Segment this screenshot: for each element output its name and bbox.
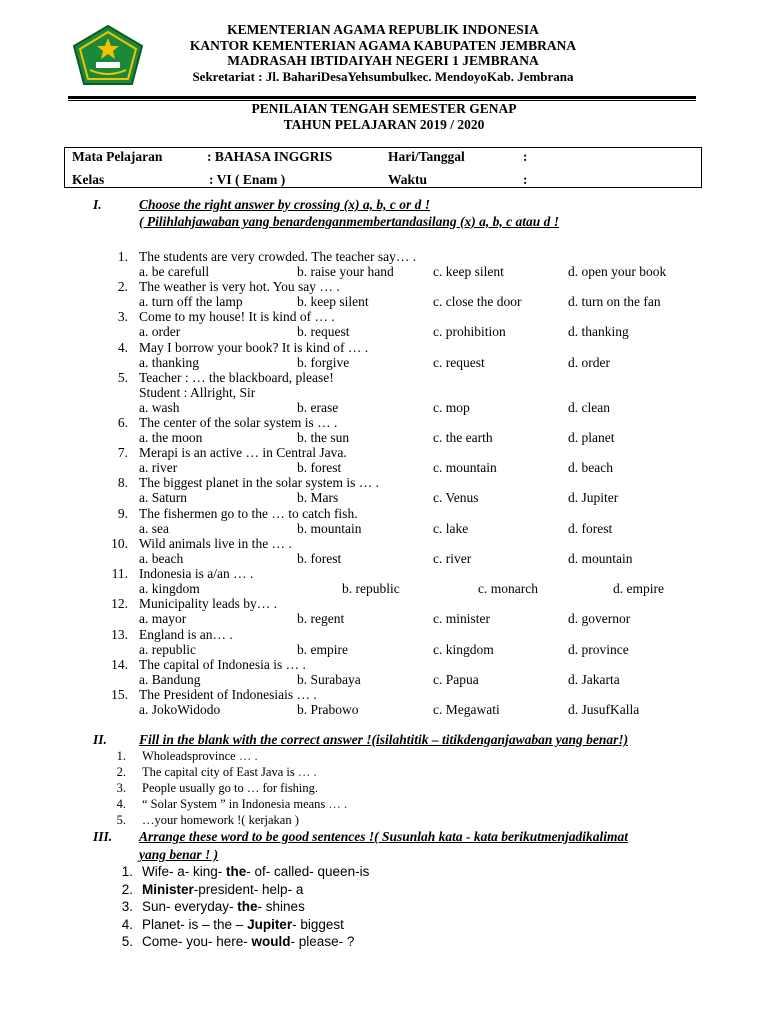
option-d: d. turn on the fan [568, 294, 661, 309]
option-c: c. mop [433, 400, 470, 415]
fill-item-text [142, 749, 258, 764]
option-a: a. beach [139, 551, 184, 566]
section-3-instruction: Arrange these word to be good sentences !( Susunlah kata - kata berikutmenjadikalimat [139, 829, 629, 844]
fill-item-blank: … . [235, 749, 258, 763]
question-number: 4. [117, 340, 128, 355]
option-a: a. turn off the lamp [139, 294, 243, 309]
option-a: a. Saturn [139, 490, 187, 505]
option-c: c. mountain [433, 460, 497, 475]
arrange-words-post: - please- ? [290, 934, 355, 949]
option-c: c. keep silent [433, 264, 504, 279]
fill-item-prompt: The capital city of East Java is [142, 765, 295, 779]
question-text: England is an… . [139, 627, 233, 642]
option-b: b. request [297, 324, 350, 339]
option-d: d. planet [568, 430, 615, 445]
fill-item-prompt: “ Solar System ” in Indonesia means [142, 797, 326, 811]
option-a: a. republic [139, 642, 196, 657]
ministry-logo [70, 24, 146, 88]
fill-item-blank: … . [294, 765, 317, 779]
option-c: c. close the door [433, 294, 522, 309]
option-d: d. province [568, 642, 629, 657]
option-d: d. thanking [568, 324, 629, 339]
question-text: The students are very crowded. The teacher say… . [139, 249, 417, 264]
question-text: The weather is very hot. You say … . [139, 279, 340, 294]
option-d: d. Jupiter [568, 490, 619, 505]
question-number: 14. [111, 657, 128, 672]
day-label: Hari/Tanggal [388, 149, 465, 164]
option-b: b. mountain [297, 521, 362, 536]
question-text: The center of the solar system is … . [139, 415, 338, 430]
question-number: 6. [117, 415, 128, 430]
section-2-numeral: II. [93, 732, 107, 747]
question-text: Merapi is an active … in Central Java. [139, 445, 347, 460]
question-number: 7. [117, 445, 128, 460]
section-3-instruction-2: yang benar ! ) [139, 847, 219, 862]
option-c: c. request [433, 355, 485, 370]
option-a: a. wash [139, 400, 180, 415]
fill-item-text [142, 781, 318, 796]
question-number: 15. [111, 687, 128, 702]
arrange-bold-word: Minister [142, 882, 194, 897]
option-c: c. Megawati [433, 702, 500, 717]
time-label: Waktu [388, 172, 428, 187]
option-a: a. JokoWidodo [139, 702, 221, 717]
option-d: d. order [568, 355, 610, 370]
option-b: b. the sun [297, 430, 350, 445]
fill-item-prompt: Wholeadsprovince [142, 749, 236, 763]
question-text: The biggest planet in the solar system is … . [139, 475, 379, 490]
arrange-item-number: 3. [121, 899, 133, 914]
fill-item-text [142, 813, 299, 828]
arrange-item-words [142, 882, 303, 897]
class-value: : VI ( Enam ) [209, 172, 286, 187]
option-c: c. prohibition [433, 324, 506, 339]
option-b: b. raise your hand [297, 264, 394, 279]
fill-item-number: 2. [116, 765, 126, 779]
fill-item-number: 4. [116, 797, 126, 811]
arrange-bold-word: would [251, 934, 291, 949]
option-a: a. thanking [139, 355, 199, 370]
option-d: d. clean [568, 400, 610, 415]
option-b: b. republic [342, 581, 400, 596]
arrange-words-post: -president- help- a [193, 882, 304, 897]
option-b: b. Mars [297, 490, 339, 505]
option-a: a. Bandung [139, 672, 201, 687]
option-a: a. kingdom [139, 581, 200, 596]
fill-item-prompt: …your homework !( kerjakan ) [142, 813, 299, 827]
fill-item-text [142, 797, 347, 812]
question-text: Wild animals live in the … . [139, 536, 292, 551]
arrange-item-number: 5. [121, 934, 133, 949]
exam-title: PENILAIAN TENGAH SEMESTER GENAP [251, 101, 517, 116]
question-number: 11. [111, 566, 128, 581]
option-c: c. Papua [433, 672, 479, 687]
option-b: b. Surabaya [297, 672, 361, 687]
option-c: c. river [433, 551, 472, 566]
subject-label: Mata Pelajaran [72, 149, 163, 164]
fill-item-number: 5. [116, 813, 126, 827]
day-value: : [523, 149, 528, 164]
option-b: b. forgive [297, 355, 350, 370]
option-a: a. be carefull [139, 264, 210, 279]
option-b: b. empire [297, 642, 348, 657]
fill-item-blank: … . [325, 797, 348, 811]
option-c: c. kingdom [433, 642, 494, 657]
option-a: a. mayor [139, 611, 187, 626]
question-text: May I borrow your book? It is kind of … . [139, 340, 369, 355]
option-d: d. empire [613, 581, 664, 596]
section-3-numeral: III. [93, 829, 113, 844]
question-number: 3. [117, 309, 128, 324]
arrange-bold-word: Jupiter [247, 917, 293, 932]
question-number: 13. [111, 627, 128, 642]
question-number: 10. [111, 536, 128, 551]
header-line-3: MADRASAH IBTIDAIYAH NEGERI 1 JEMBRANA [227, 53, 539, 68]
question-number: 5. [117, 370, 128, 385]
option-d: d. beach [568, 460, 613, 475]
option-a: a. order [139, 324, 181, 339]
option-d: d. mountain [568, 551, 633, 566]
class-label: Kelas [72, 172, 105, 187]
question-text: Municipality leads by… . [139, 596, 277, 611]
section-2-instruction: Fill in the blank with the correct answer !(isilahtitik – titikdenganjawaban yang benar!) [139, 732, 629, 747]
header-address: Sekretariat : Jl. BahariDesaYehsumbulkec. MendoyoKab. Jembrana [192, 69, 574, 84]
question-number: 9. [117, 506, 128, 521]
question-text: The President of Indonesiais … . [139, 687, 317, 702]
option-a: a. the moon [139, 430, 203, 445]
option-d: d. governor [568, 611, 631, 626]
fill-item-number: 1. [116, 749, 126, 763]
question-text: Teacher : … the blackboard, please! [139, 370, 334, 385]
option-c: c. Venus [433, 490, 479, 505]
arrange-item-number: 2. [121, 882, 133, 897]
arrange-bold-word: the [237, 899, 258, 914]
option-c: c. monarch [478, 581, 538, 596]
fill-item-text [142, 765, 317, 780]
arrange-words-post: - biggest [292, 917, 344, 932]
question-text-line-2: Student : Allright, Sir [139, 385, 256, 400]
option-b: b. regent [297, 611, 345, 626]
section-1-instruction-id: ( Pilihlahjawaban yang benardenganmembertandasilang (x) a, b, c atau d ! [139, 214, 560, 229]
arrange-item-words [142, 864, 369, 879]
option-c: c. minister [433, 611, 490, 626]
option-b: b. erase [297, 400, 339, 415]
arrange-words-pre: Wife- a- king- [142, 864, 227, 879]
header-line-1: KEMENTERIAN AGAMA REPUBLIK INDONESIA [227, 22, 539, 37]
section-1-numeral: I. [93, 197, 102, 212]
fill-item-number: 3. [116, 781, 126, 795]
arrange-words-post: - shines [257, 899, 305, 914]
section-1-instruction: Choose the right answer by crossing (x) a, b, c or d ! [139, 197, 431, 212]
arrange-words-pre: Come- you- here- [142, 934, 252, 949]
option-b: b. forest [297, 460, 342, 475]
arrange-item-number: 4. [121, 917, 133, 932]
arrange-item-words [142, 934, 354, 949]
question-text: Come to my house! It is kind of … . [139, 309, 335, 324]
option-a: a. sea [139, 521, 169, 536]
option-d: d. JusufKalla [568, 702, 640, 717]
option-b: b. forest [297, 551, 342, 566]
arrange-bold-word: the [226, 864, 247, 879]
fill-item-prompt: People usually go to … for fishing. [142, 781, 319, 795]
question-number: 2. [117, 279, 128, 294]
arrange-item-number: 1. [121, 864, 133, 879]
arrange-item-words [142, 899, 305, 914]
exam-year: TAHUN PELAJARAN 2019 / 2020 [283, 117, 485, 132]
header-line-2: KANTOR KEMENTERIAN AGAMA KABUPATEN JEMBRANA [189, 38, 577, 53]
option-c: c. the earth [433, 430, 493, 445]
arrange-words-pre: Planet- is – the – [142, 917, 248, 932]
option-a: a. river [139, 460, 178, 475]
header-divider-thick [68, 96, 696, 99]
question-number: 8. [117, 475, 128, 490]
option-c: c. lake [433, 521, 469, 536]
question-text: The fishermen go to the … to catch fish. [139, 506, 358, 521]
option-d: d. open your book [568, 264, 667, 279]
option-b: b. Prabowo [297, 702, 359, 717]
arrange-words-post: - of- called- queen-is [246, 864, 370, 879]
subject-value: : BAHASA INGGRIS [207, 149, 333, 164]
question-text: Indonesia is a/an … . [139, 566, 254, 581]
question-number: 1. [117, 249, 128, 264]
time-value: : [523, 172, 528, 187]
arrange-words-pre: Sun- everyday- [142, 899, 238, 914]
option-b: b. keep silent [297, 294, 369, 309]
option-d: d. Jakarta [568, 672, 620, 687]
arrange-item-words [142, 917, 344, 932]
question-text: The capital of Indonesia is … . [139, 657, 306, 672]
option-d: d. forest [568, 521, 613, 536]
question-number: 12. [111, 596, 128, 611]
